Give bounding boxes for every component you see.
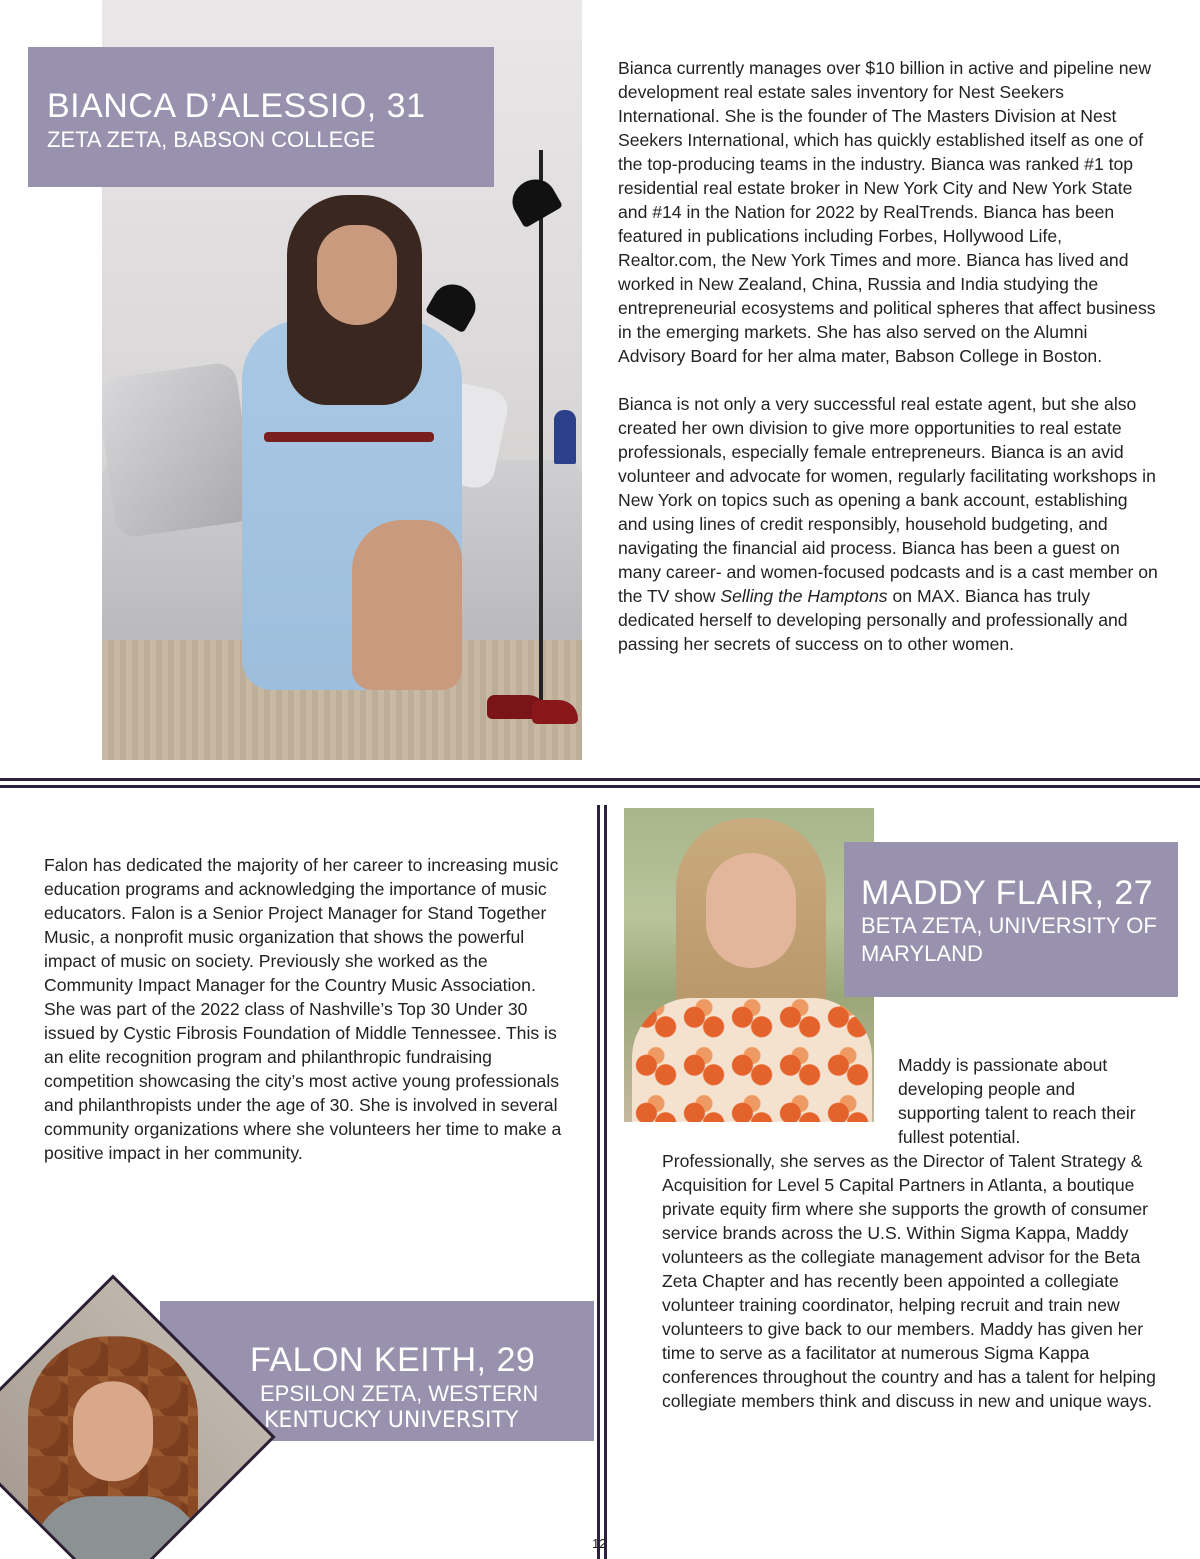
- bianca-name: BIANCA D’ALESSIO, 31: [47, 87, 426, 125]
- legs: [352, 520, 462, 690]
- maddy-bio-intro: Maddy is passionate about developing people and supporting talent to reach their fullest potential.: [898, 1055, 1136, 1147]
- page-number: 12: [592, 1536, 607, 1551]
- bianca-bio-paragraph-2-start: Bianca is not only a very successful real estate agent, but she also created her own division to give more opportunities to real estate professionals, especially female entrepreneurs. Bianca is an avid volunteer and advocate for women, regularly facilitating workshops in New York on topics such as opening a bank account, establishing and using lines of credit responsibly, household budgeting, and navigating the financial aid process. Bianca has been a guest on many career- and women-focused podcasts and is a cast member on the TV show: [618, 394, 1158, 606]
- maddy-name: MADDY FLAIR, 27: [861, 874, 1154, 912]
- floral-top: [632, 998, 872, 1122]
- vertical-divider: [597, 805, 600, 1559]
- falon-name: FALON KEITH, 29: [250, 1341, 536, 1379]
- floor-lamp: [539, 150, 543, 710]
- shoe: [532, 700, 578, 724]
- maddy-photo: [624, 808, 874, 1122]
- lamp-shade: [425, 277, 483, 334]
- falon-affiliation-line-2: KENTUCKY UNIVERSITY: [264, 1408, 519, 1433]
- lamp-shade: [505, 172, 563, 229]
- falon-photo: [0, 1274, 276, 1559]
- maddy-bio: Professionally, she serves as the Director of Talent Strategy & Acquisition for Level 5 Capital Partners in Atlanta, a boutique private equity firm where she supports the growth of consumer service brands across the U.S. Within Sigma Kappa, Maddy volunteers as the collegiate management advisor for the Beta Zeta Chapter and has recently been appointed a collegiate volunteer training coordinator, helping recruit and train new volunteers to give back to our members. Maddy has given her time to serve as a facilitator at numerous Sigma Kappa conferences throughout the country and has a talent for helping collegiate members think and discuss in new and unique ways.: [662, 1151, 1156, 1411]
- horizontal-divider: [0, 785, 1200, 788]
- horizontal-divider: [0, 778, 1200, 781]
- vertical-divider: [604, 805, 607, 1559]
- falon-photo-frame: [0, 1240, 320, 1559]
- tv-show-title: Selling the Hamptons: [720, 586, 888, 606]
- face: [73, 1381, 153, 1481]
- face: [317, 225, 397, 325]
- falon-affiliation-line-1: EPSILON ZETA, WESTERN: [260, 1381, 539, 1406]
- bianca-affiliation: ZETA ZETA, BABSON COLLEGE: [47, 127, 376, 152]
- bianca-bio-paragraph-2-end: on MAX. Bianca has truly dedicated herself to developing personally and professionally and passing her secrets of success on to other women.: [618, 586, 1128, 654]
- pillow: [102, 361, 256, 539]
- bianca-bio: [618, 56, 1158, 656]
- bianca-bio-paragraph-1: Bianca currently manages over $10 billion in active and pipeline new development real estate sales inventory for Nest Seekers International. She is the founder of The Masters Division at Nest Seekers International, which has quickly established itself as one of the top-producing teams in the industry. Bianca was ranked #1 top residential real estate broker in New York City and New York State and #14 in the Nation for 2022 by RealTrends. Bianca has been featured in publications including Forbes, Hollywood Life, Realtor.com, the New York Times and more. Bianca has lived and worked in New Zealand, China, Russia and India studying the entrepreneurial ecosystems and political spheres that affect business in the emerging markets. She has also served on the Alumni Advisory Board for her alma mater, Babson College in Boston.: [618, 58, 1156, 366]
- maddy-affiliation: BETA ZETA, UNIVERSITY OF MARYLAND: [861, 913, 1157, 966]
- falon-bio: Falon has dedicated the majority of her career to increasing music education programs and acknowledging the importance of music educators. Falon is a Senior Project Manager for Stand Together Music, a nonprofit music organization that shows the powerful impact of music on society. Previously she worked as the Community Impact Manager for the Country Music Association. She was part of the 2022 class of Nashville’s Top 30 Under 30 issued by Cystic Fibrosis Foundation of Middle Tennessee. This is an elite recognition program and philanthropic fundraising competition showcasing the city’s most active young professionals and philanthropists under the age of 30. She is involved in several community organizations where she volunteers her time to make a positive impact in her community.: [44, 855, 562, 1163]
- bianca-bio-paragraph-2: [618, 392, 1158, 656]
- bianca-name-banner: [28, 47, 494, 187]
- belt: [264, 432, 434, 442]
- face: [706, 853, 796, 968]
- maddy-name-banner: [844, 842, 1178, 997]
- vase: [554, 410, 576, 464]
